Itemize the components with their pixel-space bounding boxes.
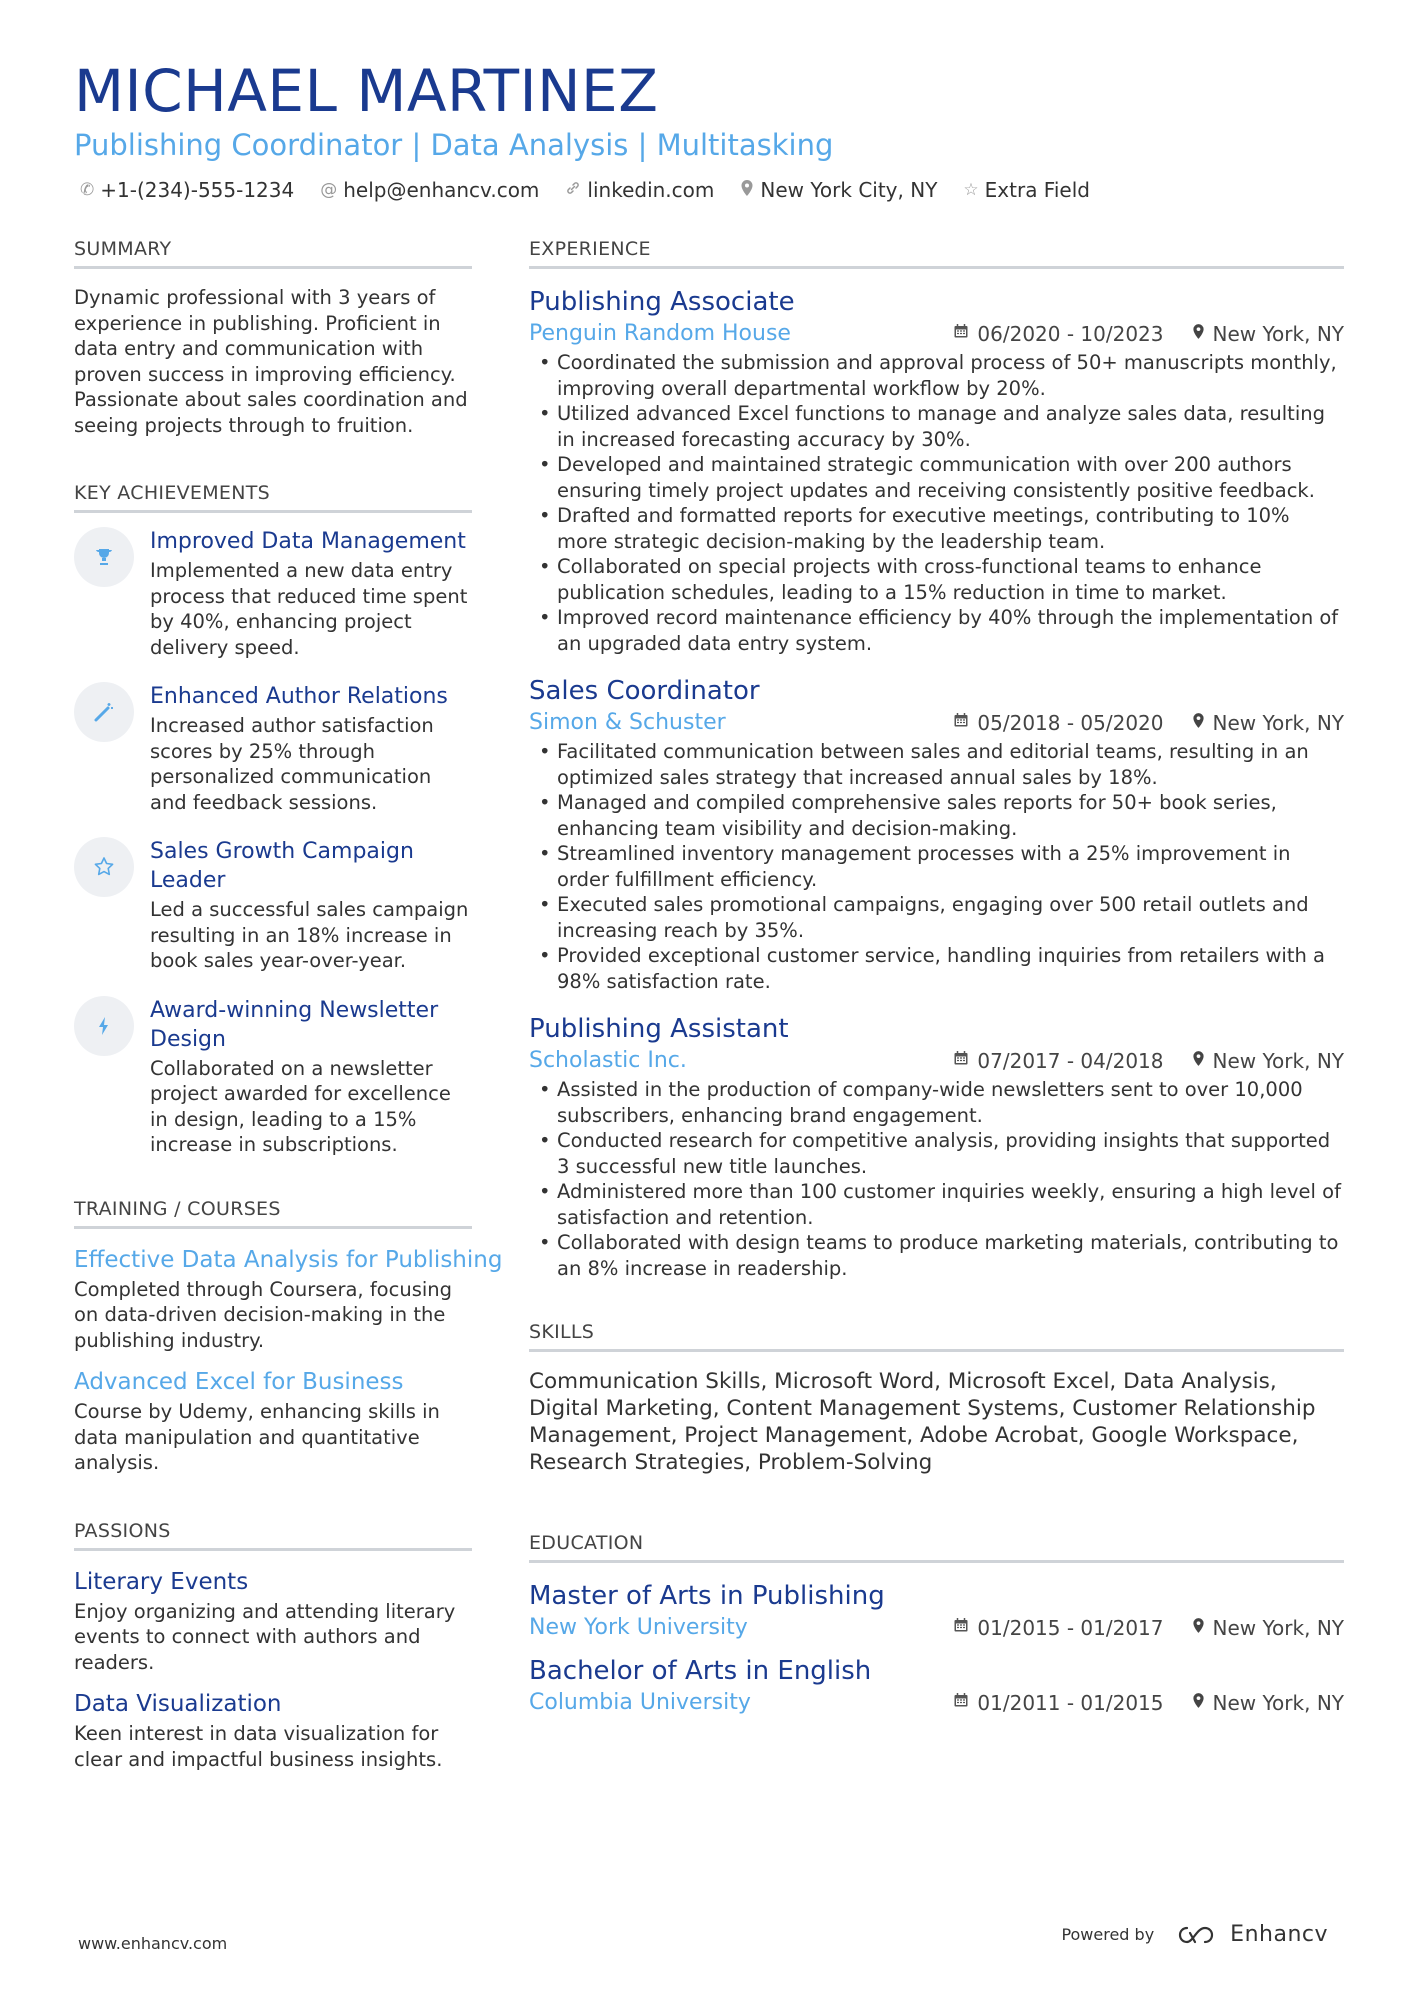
education-entry <box>529 1654 1344 1715</box>
calendar-icon <box>953 1617 969 1638</box>
achievement-item <box>74 682 472 815</box>
bullet: • Executed sales promotional campaigns, engaging over 500 retail outlets and increasing reach by 35%. <box>529 892 1344 943</box>
achievement-item <box>74 527 472 660</box>
school-name: Columbia University <box>529 1690 751 1715</box>
bullet: • Improved record maintenance efficiency by 40% through the implementation of an upgraded data entry system. <box>529 605 1344 656</box>
location-icon <box>1192 323 1205 345</box>
right-column <box>529 238 1344 1729</box>
achievement-text: Collaborated on a newsletter project awarded for excellence in design, leading to a 15% increase in subscriptions. <box>150 1056 451 1156</box>
bullet: • Coordinated the submission and approval process of 50+ manuscripts monthly, improving overall departmental workflow by 20%. <box>529 350 1344 401</box>
contact-linkedin <box>565 178 714 202</box>
company-name: Penguin Random House <box>529 321 791 346</box>
bullet: • Utilized advanced Excel functions to manage and analyze sales data, resulting in increased forecasting accuracy by 30%. <box>529 401 1344 452</box>
phone-icon: ✆ <box>80 180 95 200</box>
edu-location: New York, NY <box>1212 1615 1344 1640</box>
training-item <box>74 1245 503 1354</box>
achievement-title: Sales Growth Campaign Leader <box>150 839 414 893</box>
star-icon: ☆ <box>963 180 979 200</box>
passion-title: Data Visualization <box>74 1691 282 1717</box>
calendar-icon <box>953 323 969 344</box>
extra-text: Extra Field <box>984 178 1090 202</box>
job-location: New York, NY <box>1212 710 1344 735</box>
contact-extra <box>963 178 1090 202</box>
location-icon <box>1192 1692 1205 1714</box>
achievements-heading: KEY ACHIEVEMENTS <box>74 482 472 513</box>
enhancv-logo[interactable] <box>1176 1922 1328 1947</box>
bullet: • Conducted research for competitive analysis, providing insights that supported 3 successful new title launches. <box>529 1128 1344 1179</box>
achievement-title: Award-winning Newsletter Design <box>150 997 439 1052</box>
location-icon <box>1192 1617 1205 1639</box>
calendar-icon <box>953 1050 969 1071</box>
brand-name: Enhancv <box>1230 1922 1328 1947</box>
education-entry <box>529 1579 1344 1640</box>
magic-wand-icon <box>74 682 134 742</box>
footer-website[interactable]: www.enhancv.com <box>78 1934 228 1953</box>
bullet: • Collaborated on special projects with cross-functional teams to enhance publication schedules, leading to a 15% reduction in time to market. <box>529 554 1344 605</box>
achievement-text: Increased author satisfaction scores by 25% through personalized communication and feedback sessions. <box>150 714 434 814</box>
trophy-icon <box>74 527 134 587</box>
bullet: • Assisted in the production of company-wide newsletters sent to over 10,000 subscribers, enhancing brand engagement. <box>529 1077 1344 1128</box>
job-location: New York, NY <box>1212 1048 1344 1073</box>
footer-branding <box>1061 1922 1328 1947</box>
bullet: • Facilitated communication between sales and editorial teams, resulting in an optimized sales strategy that increased annual sales by 18%. <box>529 739 1344 790</box>
passion-text: Enjoy organizing and attending literary events to connect with authors and readers. <box>74 1599 456 1674</box>
left-column <box>74 238 503 1772</box>
location-icon <box>740 179 754 202</box>
star-icon <box>74 837 134 897</box>
bullet: • Managed and compiled comprehensive sales reports for 50+ book series, enhancing team visibility and decision-making. <box>529 790 1344 841</box>
passion-text: Keen interest in data visualization for clear and impactful business insights. <box>74 1722 443 1771</box>
bullet: • Drafted and formatted reports for executive meetings, contributing to 10% more strategic decision-making by the leadership team. <box>529 503 1344 554</box>
bullet: • Administered more than 100 customer inquiries weekly, ensuring a high level of satisfaction and retention. <box>529 1179 1344 1230</box>
company-name: Simon & Schuster <box>529 710 726 735</box>
bullet: • Developed and maintained strategic communication with over 200 authors ensuring timely project updates and receiving consistently positive feedback. <box>529 452 1344 503</box>
job-dates: 06/2020 - 10/2023 <box>977 321 1164 346</box>
contact-phone <box>80 178 294 202</box>
achievement-title: Enhanced Author Relations <box>150 684 448 709</box>
at-icon: @ <box>320 180 338 200</box>
degree-title: Bachelor of Arts in English <box>529 1656 872 1686</box>
phone-text: +1-(234)-555-1234 <box>100 178 295 202</box>
passion-title: Literary Events <box>74 1568 249 1595</box>
bullet: • Streamlined inventory management processes with a 25% improvement in order fulfillment efficiency. <box>529 841 1344 892</box>
job-entry <box>529 1012 1344 1281</box>
job-entry <box>529 674 1344 994</box>
education-heading: EDUCATION <box>529 1532 1344 1563</box>
job-title: Sales Coordinator <box>529 676 760 706</box>
calendar-icon <box>953 1692 969 1713</box>
training-heading: TRAINING / COURSES <box>74 1198 472 1229</box>
summary-text: Dynamic professional with 3 years of experience in publishing. Proficient in data entry and communication with proven success in improving efficiency. Passionate about sales coordination and seeing projects through to fruition. <box>74 286 468 437</box>
job-bullets <box>529 1077 1344 1281</box>
company-name: Scholastic Inc. <box>529 1048 687 1073</box>
email-text: help@enhancv.com <box>343 178 540 202</box>
school-name: New York University <box>529 1615 748 1640</box>
job-bullets <box>529 350 1344 656</box>
edu-location: New York, NY <box>1212 1690 1344 1715</box>
bullet: • Provided exceptional customer service, handling inquiries from retailers with a 98% satisfaction rate. <box>529 943 1344 994</box>
job-title: Publishing Assistant <box>529 1014 789 1044</box>
training-item <box>74 1367 472 1476</box>
headline: Publishing Coordinator | Data Analysis | Multitasking <box>74 128 834 162</box>
degree-title: Master of Arts in Publishing <box>529 1581 885 1611</box>
location-icon <box>1192 712 1205 734</box>
contact-location <box>740 178 937 202</box>
skills-heading: SKILLS <box>529 1321 1344 1352</box>
lightning-icon <box>74 996 134 1056</box>
course-text: Course by Udemy, enhancing skills in data manipulation and quantitative analysis. <box>74 1400 440 1474</box>
passion-item <box>74 1567 472 1676</box>
achievement-item <box>74 996 472 1158</box>
powered-by-label: Powered by <box>1061 1925 1155 1944</box>
summary-heading: SUMMARY <box>74 238 472 269</box>
job-dates: 05/2018 - 05/2020 <box>977 710 1164 735</box>
job-location: New York, NY <box>1212 321 1344 346</box>
passion-item <box>74 1689 472 1772</box>
linkedin-text: linkedin.com <box>587 178 715 202</box>
achievement-title: Improved Data Management <box>150 529 466 554</box>
link-icon <box>565 180 581 201</box>
achievement-item <box>74 837 472 974</box>
bullet: • Collaborated with design teams to produce marketing materials, contributing to an 8% increase in readership. <box>529 1230 1344 1281</box>
infinity-logo-icon <box>1176 1924 1220 1946</box>
location-icon <box>1192 1050 1205 1072</box>
contact-email <box>320 178 539 202</box>
edu-dates: 01/2011 - 01/2015 <box>977 1690 1164 1715</box>
passions-heading: PASSIONS <box>74 1520 472 1551</box>
achievements-list <box>74 527 472 1158</box>
job-entry <box>529 285 1344 656</box>
experience-heading: EXPERIENCE <box>529 238 1344 269</box>
course-title: Effective Data Analysis for Publishing <box>74 1246 503 1273</box>
course-title: Advanced Excel for Business <box>74 1369 404 1395</box>
calendar-icon <box>953 712 969 733</box>
job-title: Publishing Associate <box>529 287 795 317</box>
job-bullets <box>529 739 1344 994</box>
job-dates: 07/2017 - 04/2018 <box>977 1048 1164 1073</box>
candidate-name: MICHAEL MARTINEZ <box>74 57 659 125</box>
contact-bar <box>80 178 1090 202</box>
skills-text: Communication Skills, Microsoft Word, Microsoft Excel, Data Analysis, Digital Marketing, Content Management Systems, Customer Relationship Management, Project Management, Adobe Acrobat, Google Workspace, Research Strategies, Problem-Solving <box>529 1369 1316 1475</box>
edu-dates: 01/2015 - 01/2017 <box>977 1615 1164 1640</box>
achievement-text: Implemented a new data entry process that reduced time spent by 40%, enhancing project delivery speed. <box>150 559 468 659</box>
achievement-text: Led a successful sales campaign resulting in an 18% increase in book sales year-over-year. <box>150 898 469 972</box>
course-text: Completed through Coursera, focusing on data-driven decision-making in the publishing industry. <box>74 1277 453 1352</box>
location-text: New York City, NY <box>760 178 938 202</box>
